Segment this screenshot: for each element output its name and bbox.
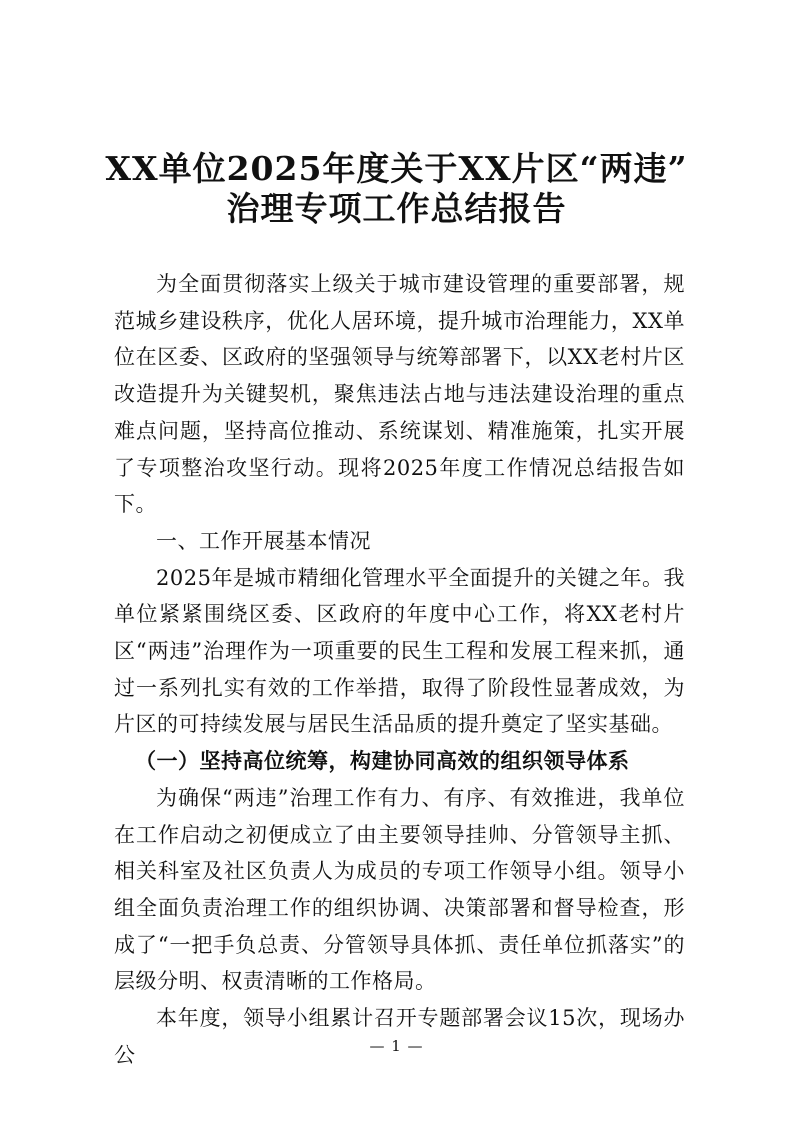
document-title-line-2: 治理专项工作总结报告 [226,189,567,228]
intro-paragraph: 为全面贯彻落实上级关于城市建设管理的重要部署，规范城乡建设秩序，优化人居环境，提升城市治理能力，XX单位在区委、区政府的坚强领导与统筹部署下，以XX老村片区改造提升为关键契机，聚焦违法占地与违法建设治理的重点难点问题，坚持高位推动、系统谋划、精准施策，扎实开展了专项整治攻坚行动。现将2025年度工作情况总结报告如下。 [114,272,685,517]
subsection-1-paragraph-1: 为确保“两违”治理工作有力、有序、有效推进，我单位在工作启动之初便成立了由主要领导挂帅、分管领导主抓、相关科室及社区负责人为成员的专项工作领导小组。领导小组全面负责治理工作的组织协调、决策部署和督导检查，形成了“一把手负总责、分管领导具体抓、责任单位抓落实”的层级分明、权责清晰的工作格局。 [114,785,685,994]
document-title-line-1: XX单位2025年度关于XX片区“两违” [105,149,688,188]
section-1-heading: 一、工作开展基本情况 [156,528,371,553]
subsection-1-heading: （一）坚持高位统筹，构建协同高效的组织领导体系 [135,748,630,774]
section-1-paragraph: 2025年是城市精细化管理水平全面提升的关键之年。我单位紧紧围绕区委、区政府的年度中心工作，将XX老村片区“两违”治理作为一项重要的民生工程和发展工程来抓，通过一系列扎实有效的工作举措，取得了阶段性显著成效，为片区的可持续发展与居民生活品质的提升奠定了坚实基础。 [114,565,685,737]
document-body [114,266,685,1073]
page-number: — 1 — [369,1037,424,1055]
subsection-1-paragraph-2: 本年度，领导小组累计召开专题部署会议15次，现场办公 [114,1006,685,1067]
